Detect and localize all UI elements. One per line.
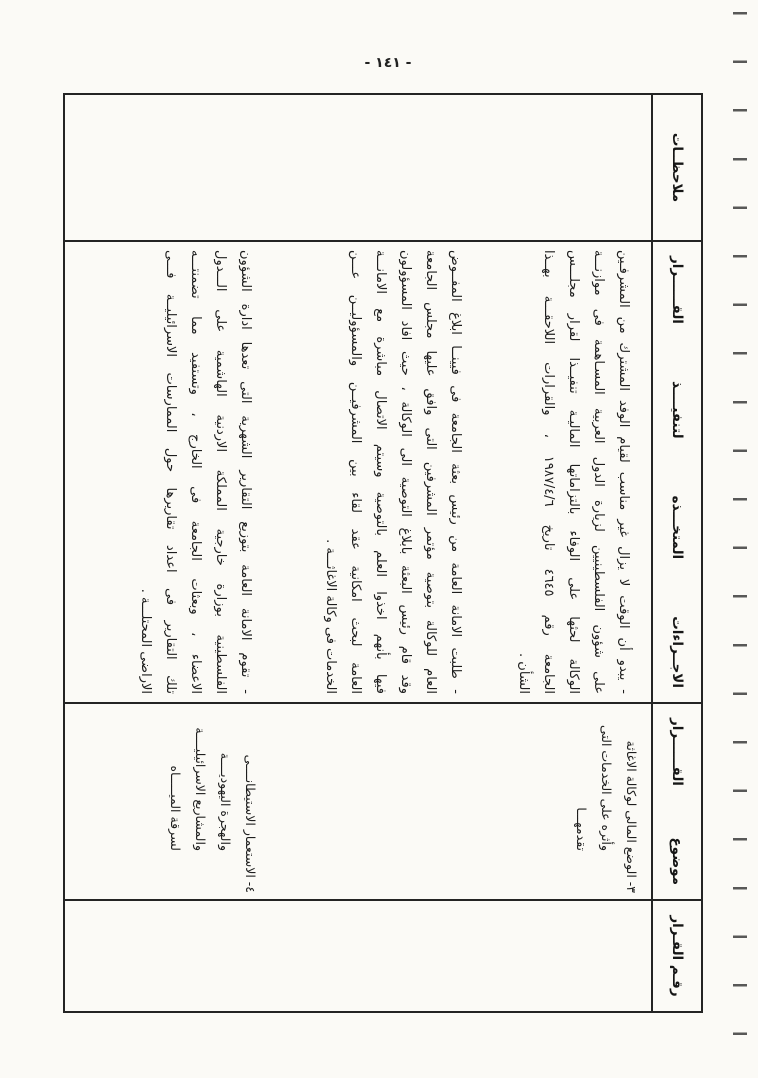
actions-paragraph-2-line: العامة لبحث امكانية عقد لقاء بين المشرفيــن والمسؤوليــن عـــن: [348, 250, 363, 694]
header-actions-taken: [653, 242, 701, 704]
actions-paragraph-1-line: - يبدو أن الوقت لا يزال غير مناسب لقيام الوفد المشترك من المشرفـين: [616, 250, 631, 694]
table-header-row: [651, 95, 701, 1011]
actions-paragraph-1-line: الجامعة رقم ٤٦٤٥ تاريخ ١٩٨٧/٤/٦ ، والقرارات اللاحقـــة بهــذا: [541, 250, 556, 694]
decisions-table-rotated: [63, 93, 703, 1013]
header-decision-subject: [653, 704, 701, 901]
actions-paragraph-1-line: على شؤون الفلسطينيين لزيارة الدول العربية المسـاهمة فى موازنـــة: [591, 250, 606, 694]
cell-actions-taken: [65, 242, 651, 704]
actions-paragraph-1-line: الشأن .: [516, 653, 531, 694]
actions-paragraph-2-line: العام للوكالة بتوصية مؤتمر المشرفين التى وافق عليها مجلس الجامعة: [423, 250, 438, 694]
header-decision-number: [653, 901, 701, 1011]
actions-paragraph-2-line: الخدمات فى وكالة الاغاثـــة .: [323, 539, 338, 694]
subject-item-4-line: والهجرة اليهوديــــة: [218, 752, 233, 851]
subject-item-4-line: والمشاريع الاسرائيليــــة: [193, 727, 208, 851]
actions-paragraph-3-line: الفلسطينية بوزارة خارجية المملكة الاردنية الهاشمية على الـــدول: [213, 250, 228, 694]
actions-paragraph-2-line: - طلبت الامانة العامة من رئيس بعثة الجامعة فى فيينــا ابلاغ المفــوض: [448, 250, 463, 694]
header-decision-number-label: رقـم القـرار: [669, 915, 685, 997]
actions-paragraph-1-line: الوكالة لحثها على الوفاء بالتزاماتها الماليـة تنفيــذا لقرار مجلـــس: [566, 250, 581, 694]
actions-paragraph-3-line: - تقوم الامانة العامة بتوزيع التقارير الشهرية التى تعدها ادارة الشؤون: [238, 250, 253, 694]
actions-paragraph-3-line: تلك التقارير فى اعداد تقاريرها حول الممارسات الاسرائيليــة فـــى: [163, 250, 178, 694]
actions-paragraph-1: [511, 250, 636, 694]
subject-item-4-line: لسرقة الميـــــاه: [168, 765, 183, 851]
actions-paragraph-2: [318, 250, 468, 694]
subject-item-3: [569, 706, 644, 893]
header-actions-taken-label: الاجــراءات المتخـــذه لتنفيــــذ القــــــرار: [669, 256, 685, 688]
subject-item-3-line: وأثره على الخدمات التى: [599, 724, 614, 851]
header-decision-subject-label: موضوع القــــــرار: [669, 718, 685, 885]
header-notes-label: ملاحظــات: [669, 132, 685, 203]
actions-paragraph-3-line: الاراضى المحتلـــة .: [138, 588, 153, 694]
cell-decision-subject: [65, 704, 651, 901]
subject-item-3-line: تقدمهـــا: [574, 807, 589, 851]
actions-paragraph-2-line: فيها بأنهم اخذوا العلم بالتوصية وسيتم الاتصال مباشرة مع الامانـــة: [373, 250, 388, 694]
actions-paragraph-3-line: الاعضاء ، وبعثات الجامعة فى الخارج ، وتستفيد مما تضمنتـــه: [188, 250, 203, 694]
actions-paragraph-2-line: وقد قام رئيس البعثة بابلاغ التوصية الى الوكالة ، حيث افاد المسؤولون: [398, 250, 413, 694]
decisions-table: [63, 93, 703, 1013]
actions-paragraph-3: [133, 250, 258, 694]
cell-notes: [65, 95, 651, 242]
table-body-row: [65, 95, 651, 1011]
margin-marks: [733, 12, 747, 1038]
cell-decision-number: [65, 901, 651, 1011]
header-notes: [653, 95, 701, 242]
page-number: - ١٤١ -: [364, 55, 412, 71]
subject-item-3-line: ٣- الوضع المالى لوكالة الاغاثة: [624, 740, 639, 893]
subject-item-4: [163, 706, 263, 893]
subject-item-4-line: ٤- الاستعمار الاستيطانــــى: [243, 754, 258, 893]
